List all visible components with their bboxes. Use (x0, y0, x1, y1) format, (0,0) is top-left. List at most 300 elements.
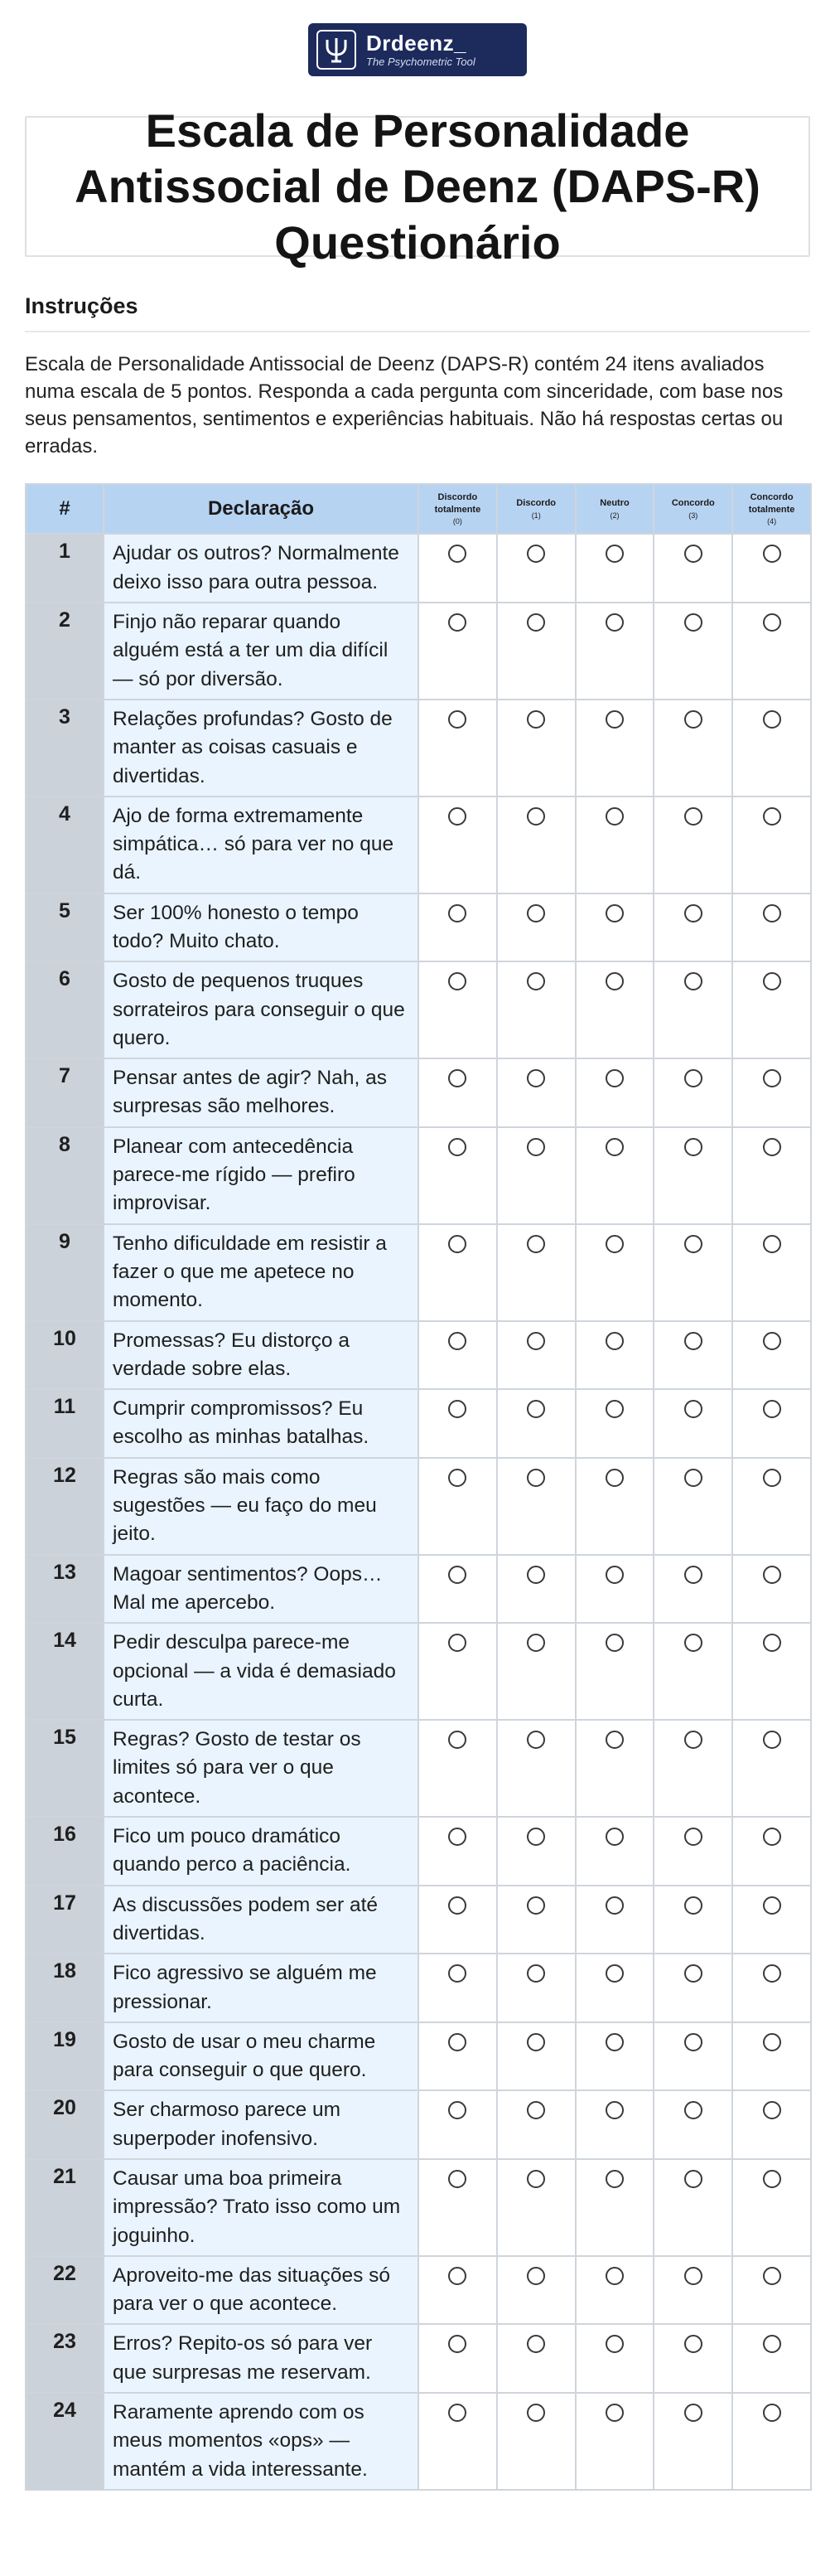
item-number: 8 (26, 1127, 104, 1224)
item-number: 11 (26, 1389, 104, 1458)
option-cell (654, 1555, 732, 1624)
option-cell (576, 700, 654, 797)
table-row (26, 2159, 811, 2256)
table-row (26, 1224, 811, 1321)
radio-option-1[interactable] (527, 2033, 545, 2051)
option-cell (418, 1321, 497, 1390)
radio-option-0[interactable] (448, 1828, 466, 1846)
option-cell (497, 2159, 576, 2256)
radio-option-4[interactable] (763, 1400, 781, 1418)
item-number: 10 (26, 1321, 104, 1390)
radio-option-2[interactable] (606, 1566, 624, 1584)
radio-option-2[interactable] (606, 710, 624, 729)
option-cell (654, 1321, 732, 1390)
option-cell (576, 2256, 654, 2325)
table-row (26, 1389, 811, 1458)
psi-icon (316, 30, 356, 70)
option-cell (732, 1886, 811, 1954)
item-number: 13 (26, 1555, 104, 1624)
radio-option-0[interactable] (448, 1566, 466, 1584)
option-cell (576, 1817, 654, 1886)
option-cell (497, 2022, 576, 2091)
radio-option-2[interactable] (606, 2033, 624, 2051)
table-row (26, 1555, 811, 1624)
radio-option-0[interactable] (448, 2335, 466, 2353)
radio-option-0[interactable] (448, 1731, 466, 1749)
radio-option-0[interactable] (448, 2267, 466, 2285)
option-cell (654, 2090, 732, 2159)
radio-option-3[interactable] (684, 545, 702, 563)
option-cell (497, 961, 576, 1058)
item-statement: Finjo não reparar quando alguém está a ter um dia difícil — só por diversão. (104, 603, 418, 700)
radio-option-1[interactable] (527, 1400, 545, 1418)
radio-option-3[interactable] (684, 1400, 702, 1418)
option-cell (576, 2090, 654, 2159)
radio-option-4[interactable] (763, 710, 781, 729)
option-cell (418, 893, 497, 962)
item-number: 23 (26, 2324, 104, 2393)
option-cell (654, 893, 732, 962)
radio-option-0[interactable] (448, 1400, 466, 1418)
radio-option-4[interactable] (763, 2101, 781, 2119)
option-cell (418, 2090, 497, 2159)
radio-option-3[interactable] (684, 904, 702, 922)
option-cell (418, 1555, 497, 1624)
radio-option-4[interactable] (763, 904, 781, 922)
item-statement: As discussões podem ser até divertidas. (104, 1886, 418, 1954)
option-cell (418, 2256, 497, 2325)
option-cell (497, 1817, 576, 1886)
radio-option-2[interactable] (606, 1964, 624, 1983)
table-body (26, 534, 811, 2490)
option-cell (732, 2090, 811, 2159)
table-row (26, 603, 811, 700)
item-number: 5 (26, 893, 104, 962)
option-cell (732, 1321, 811, 1390)
option-cell (732, 1058, 811, 1127)
option-cell (497, 1389, 576, 1458)
radio-option-2[interactable] (606, 2335, 624, 2353)
header-number: # (26, 484, 104, 534)
radio-option-0[interactable] (448, 2033, 466, 2051)
table-row (26, 1954, 811, 2022)
radio-option-2[interactable] (606, 2101, 624, 2119)
option-cell (576, 1886, 654, 1954)
option-cell (497, 1224, 576, 1321)
radio-option-2[interactable] (606, 1138, 624, 1156)
option-cell (576, 1623, 654, 1720)
item-number: 22 (26, 2256, 104, 2325)
radio-option-4[interactable] (763, 2335, 781, 2353)
option-cell (654, 1127, 732, 1224)
item-statement: Tenho dificuldade em resistir a fazer o que me apetece no momento. (104, 1224, 418, 1321)
item-number: 17 (26, 1886, 104, 1954)
radio-option-4[interactable] (763, 1828, 781, 1846)
option-cell (418, 1458, 497, 1555)
option-cell (497, 700, 576, 797)
radio-option-1[interactable] (527, 1896, 545, 1915)
option-cell (497, 2256, 576, 2325)
item-number: 3 (26, 700, 104, 797)
radio-option-3[interactable] (684, 1634, 702, 1652)
logo-tagline: The Psychometric Tool (366, 56, 475, 69)
radio-option-2[interactable] (606, 1069, 624, 1087)
table-row (26, 1886, 811, 1954)
radio-option-4[interactable] (763, 1964, 781, 1983)
option-cell (654, 1224, 732, 1321)
item-statement: Magoar sentimentos? Oops… Mal me apercebo. (104, 1555, 418, 1624)
item-statement: Ajo de forma extremamente simpática… só para ver no que dá. (104, 797, 418, 893)
option-cell (576, 1058, 654, 1127)
option-cell (576, 2393, 654, 2490)
item-number: 15 (26, 1720, 104, 1817)
radio-option-4[interactable] (763, 1235, 781, 1253)
radio-option-3[interactable] (684, 1731, 702, 1749)
option-cell (418, 961, 497, 1058)
radio-option-0[interactable] (448, 972, 466, 990)
option-cell (654, 1458, 732, 1555)
instructions-text: Escala de Personalidade Antissocial de Deenz (DAPS-R) contém 24 itens avaliados numa escala de 5 pontos. Responda a cada pergunta com sinceridade, com base nos seus pensamentos, sentimentos e experiências habituais. Não há respostas certas ou erradas. (25, 353, 784, 458)
radio-option-4[interactable] (763, 545, 781, 563)
radio-option-0[interactable] (448, 2170, 466, 2188)
option-cell (732, 1389, 811, 1458)
option-cell (654, 1720, 732, 1817)
item-statement: Cumprir compromissos? Eu escolho as minhas batalhas. (104, 1389, 418, 1458)
table-row (26, 2090, 811, 2159)
radio-option-4[interactable] (763, 2033, 781, 2051)
radio-option-0[interactable] (448, 1896, 466, 1915)
option-cell (654, 1886, 732, 1954)
radio-option-3[interactable] (684, 1964, 702, 1983)
item-number: 1 (26, 534, 104, 603)
radio-option-3[interactable] (684, 1332, 702, 1350)
table-row (26, 1720, 811, 1817)
radio-option-4[interactable] (763, 1069, 781, 1087)
item-statement: Gosto de usar o meu charme para conseguir o que quero. (104, 2022, 418, 2091)
radio-option-1[interactable] (527, 1469, 545, 1487)
radio-option-4[interactable] (763, 2170, 781, 2188)
logo-name: Drdeenz_ (366, 30, 467, 56)
item-number: 19 (26, 2022, 104, 2091)
radio-option-4[interactable] (763, 1332, 781, 1350)
option-cell (418, 2393, 497, 2490)
option-cell (497, 1127, 576, 1224)
radio-option-4[interactable] (763, 807, 781, 826)
radio-option-1[interactable] (527, 1138, 545, 1156)
radio-option-1[interactable] (527, 613, 545, 632)
radio-option-1[interactable] (527, 807, 545, 826)
radio-option-1[interactable] (527, 904, 545, 922)
option-cell (732, 2159, 811, 2256)
item-number: 21 (26, 2159, 104, 2256)
radio-option-1[interactable] (527, 1069, 545, 1087)
option-cell (497, 1886, 576, 1954)
option-cell (576, 534, 654, 603)
radio-option-0[interactable] (448, 1138, 466, 1156)
radio-option-1[interactable] (527, 2404, 545, 2422)
option-cell (418, 700, 497, 797)
radio-option-1[interactable] (527, 710, 545, 729)
item-statement: Aproveito-me das situações só para ver o que acontece. (104, 2256, 418, 2325)
radio-option-2[interactable] (606, 2170, 624, 2188)
radio-option-2[interactable] (606, 807, 624, 826)
option-cell (576, 893, 654, 962)
option-cell (732, 2324, 811, 2393)
option-cell (576, 1224, 654, 1321)
option-cell (654, 2256, 732, 2325)
option-cell (497, 1623, 576, 1720)
option-cell (418, 2022, 497, 2091)
radio-option-0[interactable] (448, 545, 466, 563)
radio-option-0[interactable] (448, 2101, 466, 2119)
option-cell (418, 603, 497, 700)
radio-option-2[interactable] (606, 613, 624, 632)
item-number: 14 (26, 1623, 104, 1720)
option-cell (418, 534, 497, 603)
header-option-1: Discordo (1) (497, 484, 576, 534)
table-row (26, 1623, 811, 1720)
option-cell (418, 1886, 497, 1954)
radio-option-3[interactable] (684, 1235, 702, 1253)
table-row (26, 797, 811, 893)
item-statement: Gosto de pequenos truques sorrateiros para conseguir o que quero. (104, 961, 418, 1058)
radio-option-1[interactable] (527, 545, 545, 563)
item-statement: Erros? Repito-os só para ver que surpresas me reservam. (104, 2324, 418, 2393)
radio-option-4[interactable] (763, 1731, 781, 1749)
table-row (26, 1058, 811, 1127)
radio-option-1[interactable] (527, 1235, 545, 1253)
radio-option-3[interactable] (684, 2267, 702, 2285)
option-cell (418, 2159, 497, 2256)
radio-option-0[interactable] (448, 807, 466, 826)
option-cell (654, 961, 732, 1058)
option-cell (732, 1127, 811, 1224)
radio-option-1[interactable] (527, 1634, 545, 1652)
option-cell (576, 2022, 654, 2091)
table-row (26, 534, 811, 603)
radio-option-3[interactable] (684, 1069, 702, 1087)
radio-option-0[interactable] (448, 613, 466, 632)
radio-option-2[interactable] (606, 1400, 624, 1418)
option-cell (732, 2256, 811, 2325)
option-cell (418, 1623, 497, 1720)
radio-option-2[interactable] (606, 1731, 624, 1749)
option-cell (732, 1954, 811, 2022)
item-statement: Pedir desculpa parece-me opcional — a vida é demasiado curta. (104, 1623, 418, 1720)
radio-option-1[interactable] (527, 1731, 545, 1749)
option-cell (418, 2324, 497, 2393)
table-row (26, 1458, 811, 1555)
radio-option-0[interactable] (448, 1964, 466, 1983)
table-row (26, 2256, 811, 2325)
option-cell (654, 2324, 732, 2393)
radio-option-1[interactable] (527, 1332, 545, 1350)
radio-option-1[interactable] (527, 1566, 545, 1584)
radio-option-3[interactable] (684, 2033, 702, 2051)
option-cell (654, 1954, 732, 2022)
item-number: 18 (26, 1954, 104, 2022)
radio-option-3[interactable] (684, 1896, 702, 1915)
radio-option-4[interactable] (763, 972, 781, 990)
logo-container (25, 23, 810, 76)
item-number: 9 (26, 1224, 104, 1321)
radio-option-3[interactable] (684, 613, 702, 632)
radio-option-1[interactable] (527, 2335, 545, 2353)
header-option-4: Concordo totalmente (4) (732, 484, 811, 534)
option-cell (418, 1720, 497, 1817)
option-cell (497, 1720, 576, 1817)
option-cell (497, 1458, 576, 1555)
item-number: 6 (26, 961, 104, 1058)
radio-option-4[interactable] (763, 1566, 781, 1584)
radio-option-1[interactable] (527, 2170, 545, 2188)
option-cell (654, 797, 732, 893)
radio-option-0[interactable] (448, 1235, 466, 1253)
radio-option-2[interactable] (606, 1469, 624, 1487)
radio-option-2[interactable] (606, 1332, 624, 1350)
radio-option-2[interactable] (606, 545, 624, 563)
option-cell (654, 603, 732, 700)
brand-logo (308, 23, 527, 76)
radio-option-1[interactable] (527, 2101, 545, 2119)
header-statement: Declaração (104, 484, 418, 534)
option-cell (418, 1127, 497, 1224)
radio-option-2[interactable] (606, 1896, 624, 1915)
item-statement: Regras são mais como sugestões — eu faço do meu jeito. (104, 1458, 418, 1555)
option-cell (497, 1321, 576, 1390)
radio-option-0[interactable] (448, 904, 466, 922)
radio-option-1[interactable] (527, 2267, 545, 2285)
radio-option-2[interactable] (606, 972, 624, 990)
option-cell (732, 603, 811, 700)
table-row (26, 1321, 811, 1390)
radio-option-2[interactable] (606, 2267, 624, 2285)
option-cell (576, 1389, 654, 1458)
radio-option-3[interactable] (684, 1828, 702, 1846)
option-cell (732, 961, 811, 1058)
radio-option-2[interactable] (606, 1634, 624, 1652)
page-title: Escala de Personalidade Antissocial de Deenz (DAPS-R) Questionário (75, 104, 760, 269)
option-cell (654, 2159, 732, 2256)
header-option-0: Discordo totalmente (0) (418, 484, 497, 534)
radio-option-3[interactable] (684, 1138, 702, 1156)
radio-option-0[interactable] (448, 1634, 466, 1652)
radio-option-0[interactable] (448, 1332, 466, 1350)
option-cell (732, 2393, 811, 2490)
option-cell (497, 603, 576, 700)
option-cell (732, 1720, 811, 1817)
radio-option-4[interactable] (763, 1634, 781, 1652)
radio-option-1[interactable] (527, 1828, 545, 1846)
option-cell (418, 1954, 497, 2022)
option-cell (497, 1954, 576, 2022)
option-cell (576, 961, 654, 1058)
item-statement: Ajudar os outros? Normalmente deixo isso para outra pessoa. (104, 534, 418, 603)
radio-option-0[interactable] (448, 2404, 466, 2422)
radio-option-1[interactable] (527, 1964, 545, 1983)
table-row (26, 700, 811, 797)
option-cell (732, 893, 811, 962)
radio-option-3[interactable] (684, 807, 702, 826)
radio-option-4[interactable] (763, 613, 781, 632)
option-cell (497, 1555, 576, 1624)
radio-option-3[interactable] (684, 1566, 702, 1584)
option-cell (576, 2324, 654, 2393)
option-cell (497, 893, 576, 962)
item-statement: Promessas? Eu distorço a verdade sobre elas. (104, 1321, 418, 1390)
item-statement: Fico agressivo se alguém me pressionar. (104, 1954, 418, 2022)
item-statement: Relações profundas? Gosto de manter as coisas casuais e divertidas. (104, 700, 418, 797)
option-cell (732, 2022, 811, 2091)
option-cell (732, 700, 811, 797)
option-cell (418, 1058, 497, 1127)
item-statement: Planear com antecedência parece-me rígido — prefiro improvisar. (104, 1127, 418, 1224)
option-cell (654, 1389, 732, 1458)
item-statement: Raramente aprendo com os meus momentos «ops» — mantém a vida interessante. (104, 2393, 418, 2490)
radio-option-2[interactable] (606, 1828, 624, 1846)
item-statement: Regras? Gosto de testar os limites só para ver o que acontece. (104, 1720, 418, 1817)
radio-option-3[interactable] (684, 2170, 702, 2188)
item-statement: Ser charmoso parece um superpoder inofensivo. (104, 2090, 418, 2159)
option-cell (654, 2022, 732, 2091)
radio-option-3[interactable] (684, 972, 702, 990)
radio-option-2[interactable] (606, 1235, 624, 1253)
option-cell (418, 1389, 497, 1458)
option-cell (654, 1623, 732, 1720)
radio-option-4[interactable] (763, 2267, 781, 2285)
item-number: 2 (26, 603, 104, 700)
radio-option-2[interactable] (606, 2404, 624, 2422)
item-number: 12 (26, 1458, 104, 1555)
radio-option-3[interactable] (684, 2101, 702, 2119)
radio-option-3[interactable] (684, 1469, 702, 1487)
radio-option-1[interactable] (527, 972, 545, 990)
option-cell (654, 700, 732, 797)
item-statement: Fico um pouco dramático quando perco a paciência. (104, 1817, 418, 1886)
questionnaire-table (25, 483, 812, 2491)
option-cell (576, 603, 654, 700)
radio-option-4[interactable] (763, 1469, 781, 1487)
option-cell (576, 1321, 654, 1390)
table-header-row (26, 484, 811, 534)
option-cell (654, 2393, 732, 2490)
option-cell (654, 1817, 732, 1886)
option-cell (732, 534, 811, 603)
option-cell (418, 797, 497, 893)
option-cell (732, 1224, 811, 1321)
option-cell (732, 1623, 811, 1720)
radio-option-4[interactable] (763, 1138, 781, 1156)
radio-option-4[interactable] (763, 1896, 781, 1915)
table-row (26, 2022, 811, 2091)
radio-option-3[interactable] (684, 2404, 702, 2422)
radio-option-4[interactable] (763, 2404, 781, 2422)
instructions-heading: Instruções (25, 293, 810, 332)
item-number: 24 (26, 2393, 104, 2490)
option-cell (418, 1817, 497, 1886)
option-cell (497, 2393, 576, 2490)
radio-option-0[interactable] (448, 1469, 466, 1487)
item-statement: Ser 100% honesto o tempo todo? Muito chato. (104, 893, 418, 962)
option-cell (497, 534, 576, 603)
radio-option-2[interactable] (606, 904, 624, 922)
radio-option-3[interactable] (684, 710, 702, 729)
radio-option-0[interactable] (448, 1069, 466, 1087)
option-cell (654, 534, 732, 603)
radio-option-0[interactable] (448, 710, 466, 729)
radio-option-3[interactable] (684, 2335, 702, 2353)
table-row (26, 2324, 811, 2393)
